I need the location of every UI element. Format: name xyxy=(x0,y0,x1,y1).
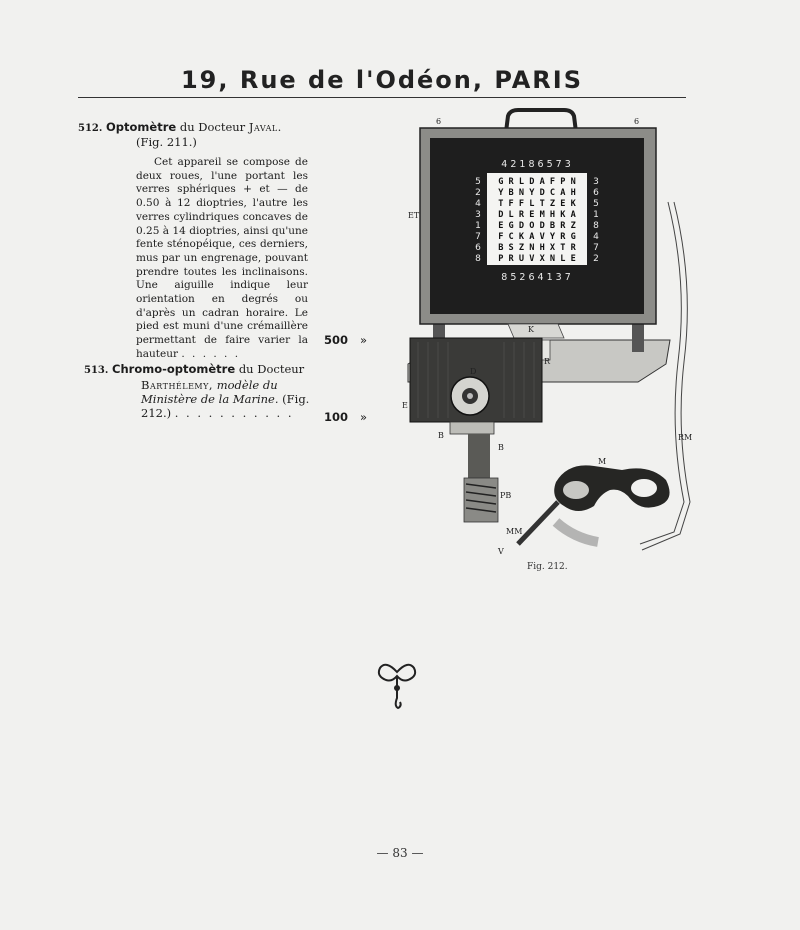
price-value: 100 xyxy=(324,410,349,424)
entry-by: du Docteur xyxy=(238,362,305,376)
entry-512-price xyxy=(324,333,367,347)
chromo-optometer-illustration xyxy=(388,102,698,567)
spectacle-handle xyxy=(518,502,558,544)
label: RM xyxy=(678,433,693,442)
label: M xyxy=(598,457,607,466)
column-collar xyxy=(450,422,494,434)
entry-title: Optomètre xyxy=(106,120,177,134)
label: PB xyxy=(500,491,512,500)
right-digit: 5 xyxy=(593,199,599,209)
price-currency: » xyxy=(360,333,368,347)
letter-row: Y B N Y D C A H xyxy=(498,188,576,198)
label: E xyxy=(402,401,408,410)
top-number-row: 4 2 1 8 6 5 7 3 xyxy=(501,159,571,170)
entry-number: 512. xyxy=(78,123,103,134)
entry-513-heading xyxy=(84,362,304,378)
entry-number: 513. xyxy=(84,365,109,376)
ornament-fleuron xyxy=(376,654,418,712)
right-digit: 4 xyxy=(593,232,599,242)
label: R xyxy=(544,357,551,366)
entry-by: du Docteur xyxy=(179,120,246,134)
entry-512-fig-ref: (Fig. 211.) xyxy=(136,135,197,149)
right-digit: 8 xyxy=(593,221,599,231)
running-header: 19, Rue de l'Odéon, PARIS xyxy=(180,66,584,94)
label: K xyxy=(528,325,534,334)
column-tube xyxy=(468,434,490,478)
label: D xyxy=(470,367,477,376)
entry-513-price xyxy=(324,410,367,424)
label: ET xyxy=(408,211,420,220)
label: V xyxy=(498,547,504,556)
entry-author: Barthélemy, xyxy=(141,378,214,392)
letter-row: B S Z N H X T R xyxy=(498,243,576,253)
entry-title: Chromo-optomètre xyxy=(112,362,236,376)
spectacle-lens-left xyxy=(563,481,589,499)
letter-row: P R U V X N L E xyxy=(498,254,576,264)
spectacle-lens-right xyxy=(631,479,657,497)
entry-model: modèle du Ministère de la Marine. xyxy=(141,378,279,406)
label: B xyxy=(438,431,444,440)
label: 6 xyxy=(634,117,640,126)
page-number: — 83 — xyxy=(376,846,424,860)
left-digit: 1 xyxy=(475,221,481,231)
label: B xyxy=(498,443,504,452)
label: 6 xyxy=(436,117,442,126)
left-digit: 8 xyxy=(475,254,481,264)
right-digit: 7 xyxy=(593,243,599,253)
left-digit: 7 xyxy=(475,232,481,242)
left-digit: 6 xyxy=(475,243,481,253)
letter-row: E G D O D B R Z xyxy=(498,221,576,231)
entry-512-heading xyxy=(78,120,282,136)
letter-row: F C K A V Y R G xyxy=(498,232,576,242)
price-currency: » xyxy=(360,410,368,424)
header-rule xyxy=(78,97,686,98)
bottom-number-row: 8 5 2 6 4 1 3 7 xyxy=(501,272,571,283)
right-digit: 1 xyxy=(593,210,599,220)
entry-513-body: Barthélemy, modèle du Ministère de la Marine. (Fig. 212.) . . . . . . . . . . . xyxy=(141,378,310,420)
entry-512-description: Cet appareil se compose de deux roues, l'une portant les verres sphériques + et — de 0.50 à 12 dioptries, l'autre les verres cylindriques concaves de 0.25 à 14 dioptries, ainsi qu'une fente sténopéique, ces derniers, mus par un engrenage, pouvant prendre toutes les inclinaisons. Une aiguille indique leur orientation en degrés ou d'après un cadran horaire. Le pied est muni d'une crémaillère permettant de faire varier la hauteur . . . . . . xyxy=(136,156,308,360)
left-digit: 2 xyxy=(475,188,481,198)
entry-fig-ref: (Fig. 212.) xyxy=(141,392,310,420)
right-digit: 2 xyxy=(593,254,599,264)
slider-k xyxy=(508,324,564,338)
letter-row: T F F L T Z E K xyxy=(498,199,576,209)
ruler-strip xyxy=(556,522,598,542)
description-text: Cet appareil se compose de deux roues, l'une portant les verres sphériques + et — de 0.50 à 12 dioptries, l'autre les verres cylindriques concaves de 0.25 à 14 dioptries, ainsi qu'une fente sténopéique, ces derniers, mus par un engrenage, pouvant prendre toutes les inclinaisons. Une aiguille indique leur orientation en degrés ou d'après un cadran horaire. Le pied est muni d'une crémaillère permettant de faire varier la hauteur xyxy=(136,156,308,360)
left-digit: 4 xyxy=(475,199,481,209)
right-digit: 6 xyxy=(593,188,599,198)
label: MM xyxy=(506,527,523,536)
figure-caption: Fig. 212. xyxy=(527,562,568,572)
price-value: 500 xyxy=(324,333,349,347)
right-digit: 3 xyxy=(593,177,599,187)
left-digit: 5 xyxy=(475,177,481,187)
entry-author: Javal. xyxy=(248,120,282,134)
letter-row: G R L D A F P N xyxy=(498,177,576,187)
letter-row: D L R E M H K A xyxy=(498,210,576,220)
left-digit: 3 xyxy=(475,210,481,220)
